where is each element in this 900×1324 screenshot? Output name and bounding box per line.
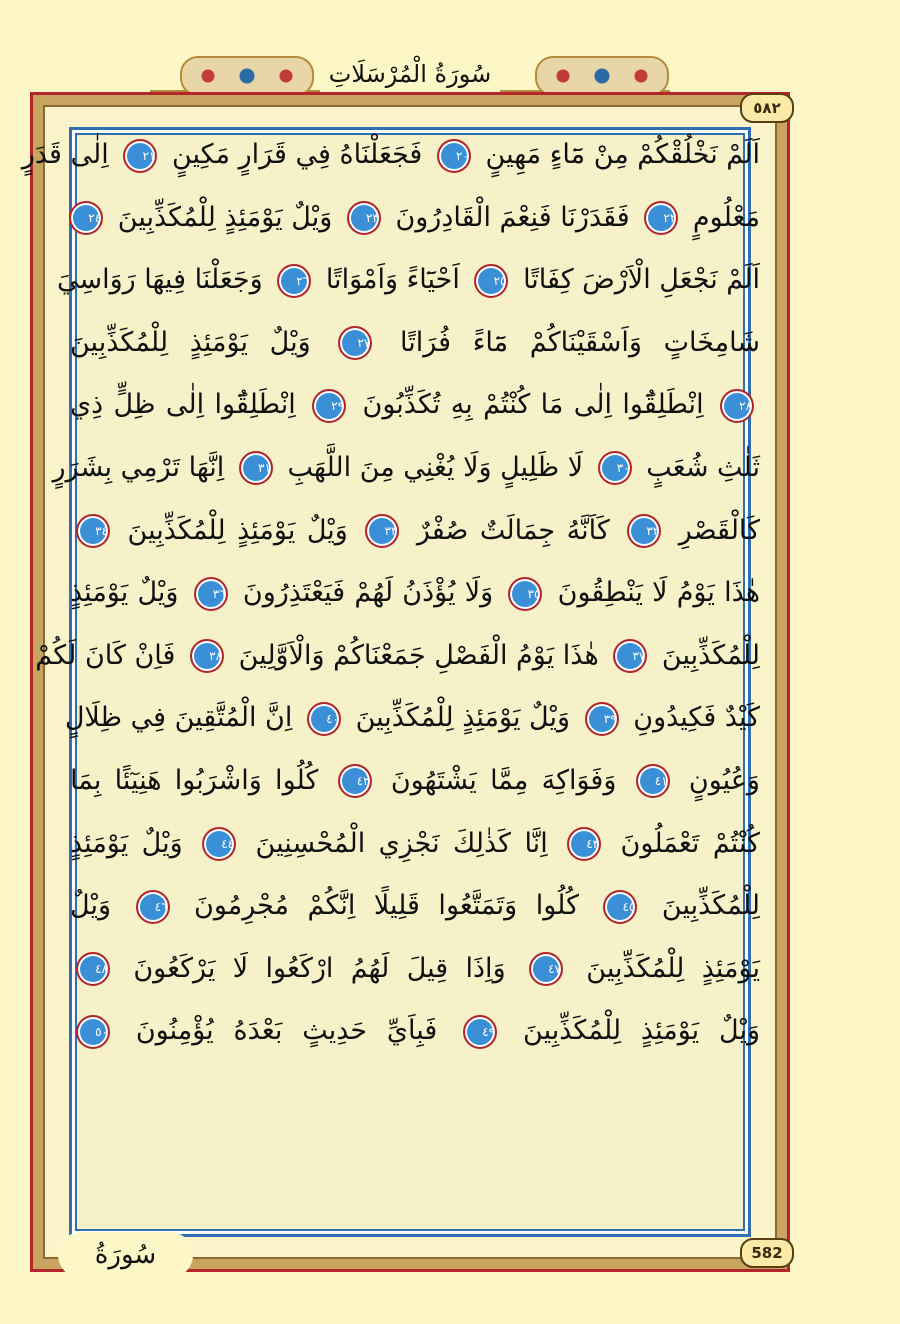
quran-text-body (21, 124, 761, 1063)
ayah-number-marker: ٤٦ (136, 890, 170, 924)
ayah-number-marker: ٢٩ (312, 389, 346, 423)
verse-text: لِلْمُكَذِّبِينَ (661, 639, 760, 671)
text-line (70, 938, 760, 1001)
ayah-number-marker: ٣٢ (627, 514, 661, 548)
ayah-number-marker: ٤٥ (603, 890, 637, 924)
verse-text: اَلَمْ نَجْعَلِ الْاَرْضَ كِفَاتًا (523, 264, 760, 296)
verse-text: اِنْطَلِقُٓوا اِلٰى ظِلٍّ ذِي (70, 389, 296, 421)
verse-text: كَاَنَّهُ جِمَالَتٌ صُفْرٌ (416, 514, 610, 546)
verse-text: وَيْلٌ يَوْمَئِذٍ (70, 577, 179, 609)
verse-text: اِنَّ الْمُتَّقِينَ فِي ظِلَالٍ (64, 702, 293, 734)
ayah-number-marker: ٢٢ (644, 201, 678, 235)
verse-text: كُنْتُمْ تَعْمَلُونَ (620, 827, 760, 859)
text-line (70, 562, 760, 625)
verse-text: فَجَعَلْنَاهُ فِي قَرَارٍ مَكِينٍ (171, 139, 423, 170)
verse-text: يَوْمَئِذٍ لِلْمُكَذِّبِينَ (586, 952, 760, 984)
ayah-number-marker: ٤٣ (567, 827, 601, 861)
verse-text: شَامِخَاتٍ وَاَسْقَيْنَاكُمْ مَٓاءً فُرَاتًا (400, 326, 760, 358)
ayah-number-marker: ٢٧ (338, 326, 372, 360)
ayah-number-marker: ٣٨ (190, 639, 224, 673)
surah-title: سُورَةُ الْمُرْسَلَاتِ (328, 60, 492, 88)
verse-text: فَاِنْ كَانَ لَكُمْ (35, 639, 176, 671)
surah-header (150, 50, 670, 98)
ayah-number-marker: ٣٦ (194, 577, 228, 611)
ayah-number-marker: ٣٣ (365, 514, 399, 548)
ayah-number-marker: ٤٧ (529, 952, 563, 986)
verse-text: هٰذَا يَوْمُ لَا يَنْطِقُونَ (557, 577, 760, 609)
ayah-number-marker: ٢٨ (720, 389, 754, 423)
ayah-number-marker: ٤٠ (307, 702, 341, 736)
verse-text: اِنَّا كَذٰلِكَ نَجْزِي الْمُحْسِنِينَ (255, 827, 548, 859)
ayah-number-marker: ٤١ (636, 764, 670, 798)
text-line (70, 750, 760, 813)
ayah-number-marker: ٢٠ (437, 139, 471, 173)
verse-text: وَاِذَا قِيلَ لَهُمُ ارْكَعُوا لَا يَرْكَعُونَ (133, 952, 506, 984)
text-line (70, 312, 760, 375)
ayah-number-marker: ٣١ (239, 451, 273, 485)
verse-text: لِلْمُكَذِّبِينَ (661, 890, 760, 922)
ayah-number-marker: ٢٥ (474, 264, 508, 298)
ayah-number-marker: ٣٠ (598, 451, 632, 485)
text-line (70, 813, 760, 876)
verse-text: وَعُيُونٍ (688, 764, 760, 796)
ayah-number-marker: ٤٢ (338, 764, 372, 798)
verse-text: اِنْطَلِقُٓوا اِلٰى مَا كُنْتُمْ بِهِ تُكَذِّبُونَ (362, 389, 704, 421)
verse-text: وَيْلٌ (70, 890, 112, 922)
text-line (70, 187, 760, 250)
text-line (56, 249, 760, 312)
verse-text: وَيْلٌ يَوْمَئِذٍ لِلْمُكَذِّبِينَ (355, 702, 571, 734)
text-line (70, 500, 760, 563)
ayah-number-marker: ٣٧ (613, 639, 647, 673)
verse-text: وَجَعَلْنَا فِيهَا رَوَاسِيَ (56, 264, 263, 296)
text-line (52, 437, 760, 500)
verse-text: كَيْدٌ فَكِيدُونِ (633, 702, 760, 734)
verse-text: اِنَّهَا تَرْمِي بِشَرَرٍ (52, 451, 225, 483)
page-number-top: ٥٨٢ (740, 93, 794, 123)
verse-text: كَالْقَصْرِ (678, 514, 761, 546)
text-line (70, 875, 760, 938)
ayah-number-marker: ٤٤ (202, 827, 236, 861)
verse-text: اَلَمْ نَخْلُقْكُمْ مِنْ مَٓاءٍ مَهِينٍ (485, 139, 760, 170)
verse-text: مَعْلُومٍ (692, 201, 760, 233)
verse-text: فَقَدَرْنَا فَنِعْمَ الْقَادِرُونَ (395, 201, 630, 233)
ayah-number-marker: ٢٤ (69, 201, 103, 235)
verse-text: وَيْلٌ يَوْمَئِذٍ لِلْمُكَذِّبِينَ (117, 201, 333, 233)
ayah-number-marker: ٢٣ (347, 201, 381, 235)
verse-text: وَيْلٌ يَوْمَئِذٍ لِلْمُكَذِّبِينَ (70, 326, 311, 358)
ayah-number-marker: ٤٨ (76, 952, 110, 986)
header-ornament-left-icon (180, 56, 314, 96)
verse-text: كُلُوا وَاشْرَبُوا هَنِيٓئًا بِمَا (70, 764, 319, 796)
ayah-number-marker: ٣٥ (508, 577, 542, 611)
text-line (70, 1000, 760, 1063)
next-surah-tab: سُورَةُ (58, 1232, 193, 1278)
verse-text: ثَلٰثِ شُعَبٍ (646, 451, 760, 483)
text-line (70, 374, 760, 437)
verse-text: وَلَا يُؤْذَنُ لَهُمْ فَيَعْتَذِرُونَ (242, 577, 494, 609)
header-ornament-right-icon (535, 56, 669, 96)
verse-text: وَيْلٌ يَوْمَئِذٍ لِلْمُكَذِّبِينَ (523, 1015, 761, 1047)
ayah-number-marker: ٢٦ (277, 264, 311, 298)
text-line (21, 124, 760, 187)
text-line (35, 625, 760, 688)
ayah-number-marker: ٣٩ (585, 702, 619, 736)
text-line (64, 687, 760, 750)
page-number-bottom: 582 (740, 1238, 794, 1268)
verse-text: وَفَوَاكِهَ مِمَّا يَشْتَهُونَ (390, 764, 617, 796)
verse-text: لَا ظَلِيلٍ وَلَا يُغْنِي مِنَ اللَّهَبِ (287, 451, 584, 483)
verse-text: هٰذَا يَوْمُ الْفَصْلِ جَمَعْنَاكُمْ وَالْاَوَّلِينَ (238, 639, 599, 671)
ayah-number-marker: ٢١ (123, 139, 157, 173)
verse-text: اَحْيَٓاءً وَاَمْوَاتًا (325, 264, 460, 296)
verse-text: فَبِاَيِّ حَدِيثٍ بَعْدَهُ يُؤْمِنُونَ (135, 1015, 438, 1047)
ayah-number-marker: ٣٤ (76, 514, 110, 548)
verse-text: وَيْلٌ يَوْمَئِذٍ (70, 827, 183, 859)
verse-text: كُلُوا وَتَمَتَّعُوا قَلِيلًا اِنَّكُمْ مُجْرِمُونَ (193, 890, 579, 922)
ayah-number-marker: ٥٠ (76, 1015, 110, 1049)
verse-text: وَيْلٌ يَوْمَئِذٍ لِلْمُكَذِّبِينَ (127, 514, 348, 546)
ayah-number-marker: ٤٩ (463, 1015, 497, 1049)
verse-text: اِلٰى قَدَرٍ (21, 139, 109, 170)
